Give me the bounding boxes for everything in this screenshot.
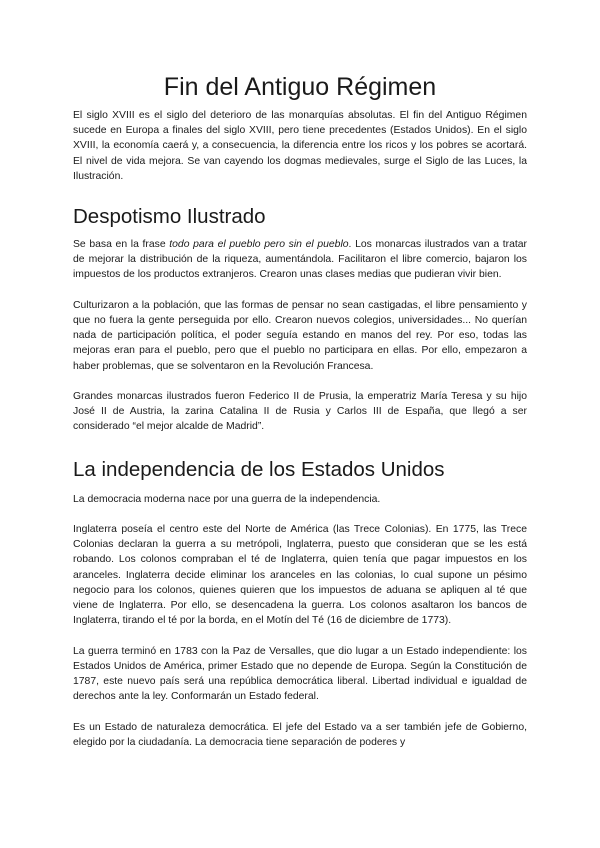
independencia-paragraph-1: La democracia moderna nace por una guerra de la independencia. (73, 493, 381, 505)
despotismo-p1-quote: todo para el pueblo pero sin el pueblo (169, 239, 349, 251)
section-heading-independencia: La independencia de los Estados Unidos (73, 457, 445, 481)
section-heading-despotismo: Despotismo Ilustrado (73, 205, 266, 229)
page-title: Fin del Antiguo Régimen (163, 73, 437, 101)
independencia-paragraph-4: Es un Estado de naturaleza democrática. El jefe del Estado va a ser también jefe de Gobierno, elegido por la ciudadanía. La democracia tiene separación de poderes y (73, 721, 527, 748)
despotismo-paragraph-3: Grandes monarcas ilustrados fueron Federico II de Prusia, la emperatriz María Teresa y su hijo José II de Austria, la zarina Catalina II de Rusia y Carlos III de España, que llegó a ser considerado “el mejor alcalde de Madrid”. (73, 391, 527, 433)
independencia-paragraph-3: La guerra terminó en 1783 con la Paz de Versalles, que dio lugar a un Estado independiente: los Estados Unidos de América, primer Estado que no depende de Europa. Según la Constitución de 1787, este nuevo país será una república democrática liberal. Libertad individual e igualdad de derechos ante la ley. Conformarán un Estado federal. (73, 645, 527, 703)
intro-paragraph: El siglo XVIII es el siglo del deterioro de las monarquías absolutas. El fin del Antiguo Régimen sucede en Europa a finales del siglo XVIII, pero tiene precedentes (Estados Unidos). En el siglo XVIII, la economía caerá y, a consecuencia, la diferencia entre los ricos y los pobres se acortará. El nivel de vida mejora. Se van cayendo los dogmas medievales, surge el Siglo de las Luces, la Ilustración. (73, 110, 527, 182)
independencia-paragraph-2: Inglaterra poseía el centro este del Norte de América (las Trece Colonias). En 1775, las Trece Colonias declaran la guerra a su metrópoli, Inglaterra, puesto que consideran que se les está robando. Los colonos compraban el té de Inglaterra, quien tenía que pagar impuestos en los aranceles. Inglaterra decide eliminar los aranceles en las colonias, lo cual supone un pésimo negocio para los colonos, quienes quieren que los impuestos de aduana se apliquen al té que viene de Inglaterra. Por ello, se desencadena la guerra. Los colonos asaltaron los bancos de Inglaterra, tirando el té por la borda, en el Motín del Té (16 de diciembre de 1773). (73, 524, 527, 627)
document-page (73, 72, 527, 750)
despotismo-p1-before: Se basa en la frase (73, 239, 170, 251)
despotismo-paragraph-2: Culturizaron a la población, que las formas de pensar no sean castigadas, el libre pensamiento y que no fuera la gente perseguida por ello. Crearon nuevos colegios, universidades... No querían nada de participación política, el poder seguía estando en manos del rey. Por eso, todas las mejoras eran para el pueblo, pero que el pueblo no participara en ellas. Por ello, empezaron a haber problemas, que se solventaron en la Revolución Francesa. (73, 299, 527, 372)
despotismo-paragraph-1 (73, 237, 527, 283)
despotismo-p1-after: . Los monarcas ilustrados van a tratar de mejorar la distribución de la riqueza, aumentándola. Facilitaron el libre comercio, bajaron los impuestos de los productos extranjeros. Crearon unas clases medias que pudieran vivir bien. (73, 239, 527, 281)
